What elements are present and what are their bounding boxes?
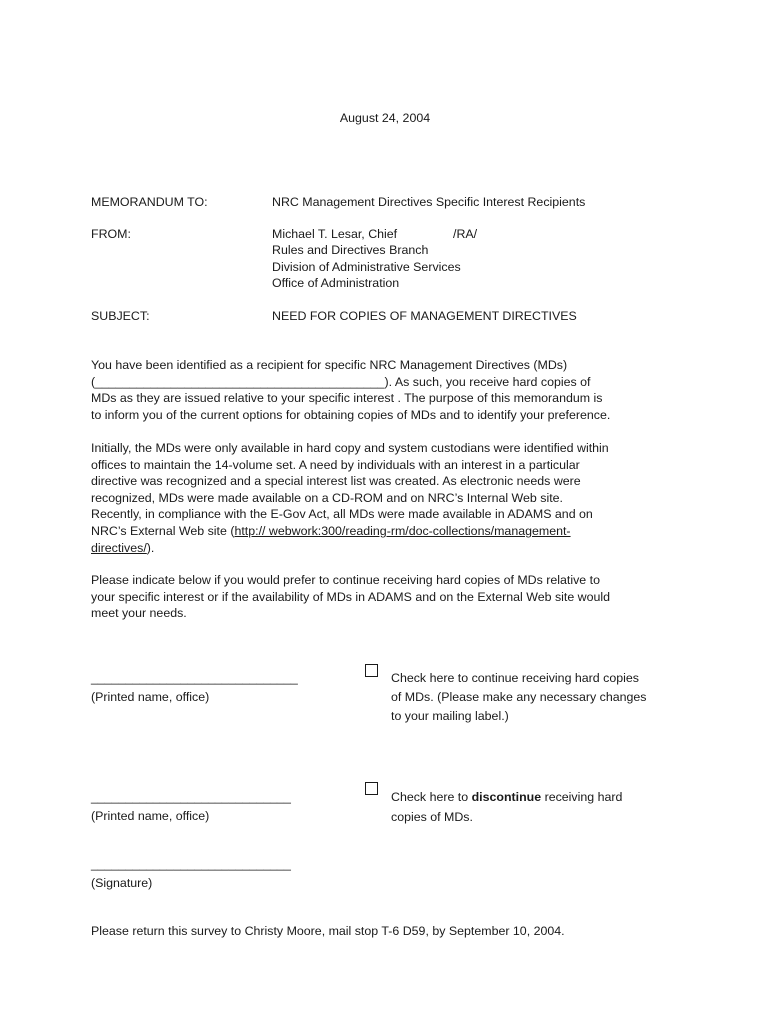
paragraph-line: Initially, the MDs were only available in hard copy and system custodians were identified within [91, 441, 609, 455]
paragraph-line [91, 523, 691, 540]
discontinue-emphasis: discontinue [471, 790, 542, 804]
signature-line[interactable]: _____________________________ [91, 857, 291, 871]
option-line: copies of MDs. [391, 810, 473, 824]
paragraph-intro [91, 357, 691, 423]
from-line-branch: Rules and Directives Branch [272, 243, 429, 257]
to-value: NRC Management Directives Specific Interest Recipients [272, 195, 586, 209]
paragraph-line: MDs as they are issued relative to your specific interest . The purpose of this memorandum is [91, 391, 603, 406]
link-suffix: ). [146, 540, 155, 555]
from-line-office: Office of Administration [272, 276, 400, 290]
from-name: Michael T. Lesar, Chief [272, 227, 398, 241]
link-prefix: NRC’s External Web site ( [91, 523, 235, 538]
paragraph-line: directive was recognized and a special interest list was created. As electronic needs were [91, 474, 581, 489]
paragraph-line [91, 540, 691, 557]
paragraph-line: meet your needs. [91, 606, 187, 621]
from-signature: /RA/ [453, 227, 478, 241]
external-web-link[interactable]: http:// webwork:300/reading-rm/doc-collections/management- [234, 523, 571, 538]
paragraph-line: (__________________________________________). As such, you receive hard copies of [91, 374, 591, 389]
from-label: FROM: [91, 227, 131, 241]
option-prefix: Check here to [391, 790, 472, 804]
discontinue-option-text [391, 787, 622, 827]
memo-date: August 24, 2004 [339, 111, 431, 125]
name-office-label-1: (Printed name, office) [91, 690, 210, 704]
discontinue-hard-copies-checkbox[interactable] [365, 782, 378, 795]
paragraph-line: You have been identified as a recipient for specific NRC Management Directives (MDs) [91, 358, 568, 372]
continue-hard-copies-checkbox[interactable] [365, 664, 378, 677]
name-office-label-2: (Printed name, office) [91, 809, 210, 823]
option-suffix: receiving hard [541, 790, 623, 804]
paragraph-line: offices to maintain the 14-volume set. A need by individuals with an interest in a particular [91, 457, 580, 472]
paragraph-line: recognized, MDs were made available on a CD-ROM and on NRC’s Internal Web site. [91, 490, 563, 505]
paragraph-request [91, 572, 691, 622]
paragraph-line: Recently, in compliance with the E-Gov Act, all MDs were made available in ADAMS and on [91, 507, 593, 522]
external-web-link-continued[interactable]: directives/ [91, 540, 147, 555]
option-line: Check here to continue receiving hard copies [391, 671, 639, 685]
signature-label: (Signature) [91, 876, 153, 890]
paragraph-line: your specific interest or if the availability of MDs in ADAMS and on the External Web site would [91, 589, 611, 604]
option-line: of MDs. (Please make any necessary changes [391, 690, 647, 704]
continue-option-text [391, 669, 647, 726]
name-office-line-1[interactable]: ______________________________ [91, 671, 298, 685]
subject-value: NEED FOR COPIES OF MANAGEMENT DIRECTIVES [272, 309, 577, 323]
paragraph-line: to inform you of the current options for obtaining copies of MDs and to identify your preference. [91, 407, 611, 422]
from-line-division: Division of Administrative Services [272, 260, 461, 274]
paragraph-history [91, 440, 691, 556]
option-line [391, 787, 622, 807]
paragraph-line: Please indicate below if you would prefer to continue receiving hard copies of MDs relative to [91, 573, 600, 587]
subject-label: SUBJECT: [91, 309, 150, 323]
name-office-line-2[interactable]: _____________________________ [91, 790, 291, 804]
return-instructions: Please return this survey to Christy Moore, mail stop T-6 D59, by September 10, 2004. [91, 924, 565, 938]
option-line: to your mailing label.) [391, 709, 509, 723]
to-label: MEMORANDUM TO: [91, 195, 208, 209]
